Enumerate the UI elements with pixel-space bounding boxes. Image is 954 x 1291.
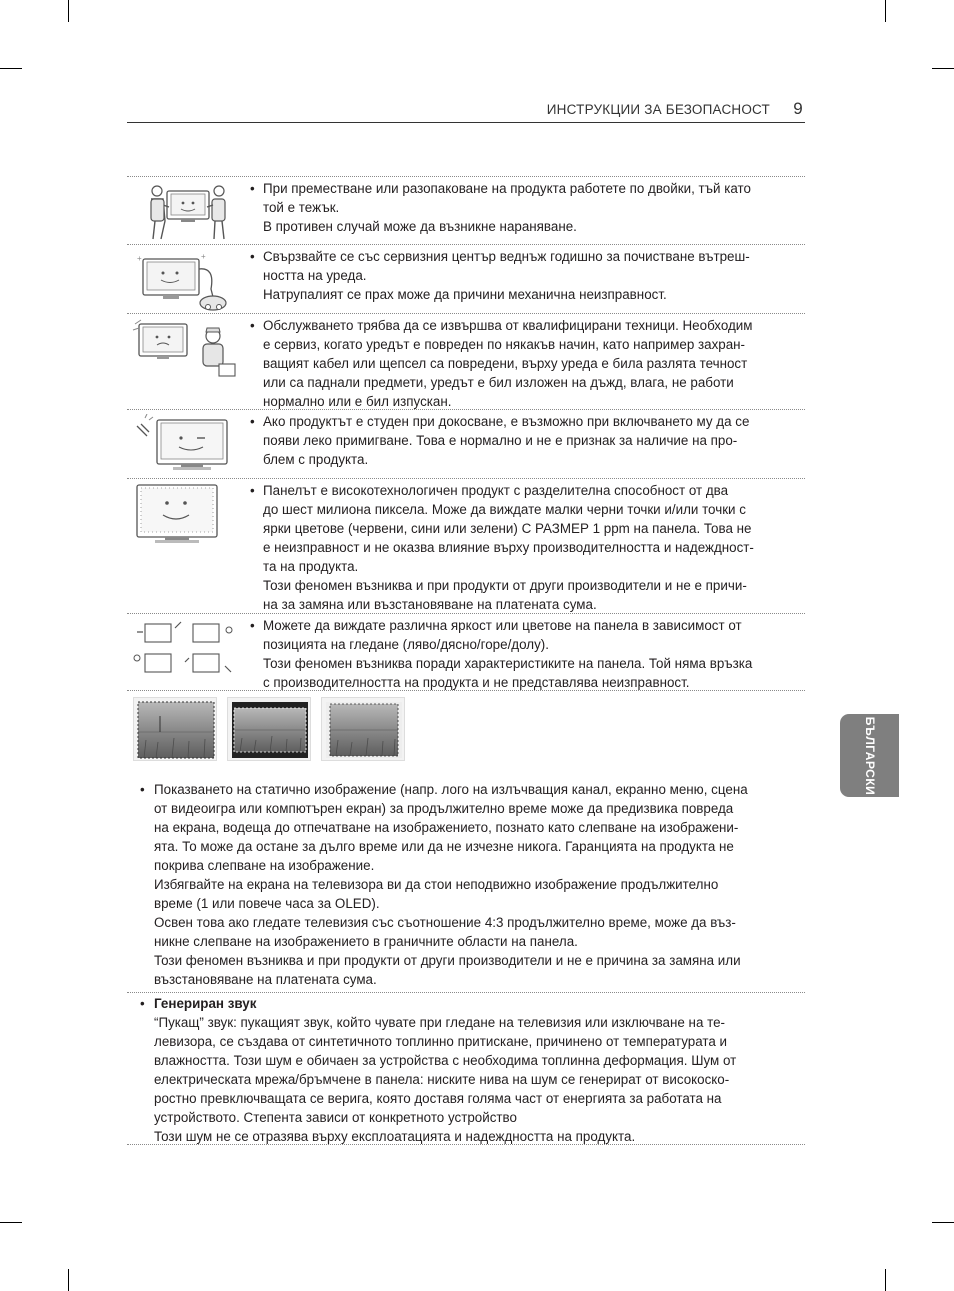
text-line: Свързвайте се със сервизния център веднъж годишно за почистване вътреш- <box>263 249 750 264</box>
text-line: устройството. Степента зависи от конкретното устройство <box>154 1110 517 1125</box>
text-line: позицията на гледане (ляво/дясно/горе/долу). <box>263 637 549 652</box>
safety-row <box>127 409 805 478</box>
safety-row <box>127 478 805 613</box>
text-line: Този феномен възниква и при продукти от други производители и не е причи- <box>263 578 747 593</box>
crop-mark <box>932 68 954 69</box>
image-retention-wide-icon <box>133 697 217 761</box>
bullet-glyph: • <box>250 249 255 264</box>
safety-row <box>127 244 805 313</box>
text-line: с производителността на продукта и не представлява неизправност. <box>263 675 690 690</box>
crop-mark <box>885 1269 886 1291</box>
row-text <box>249 177 805 238</box>
bottom-divider <box>127 1144 805 1145</box>
text-line: или са паднали предмети, уредът е бил изложен на дъжд, влага, не работи <box>263 375 734 390</box>
crop-mark <box>0 1222 22 1223</box>
svg-text:+: + <box>201 252 206 261</box>
text-line: Панелът е високотехнологичен продукт с разделителна способност от два <box>263 483 729 498</box>
generated-sound-note <box>127 992 805 1149</box>
bullet-glyph: • <box>250 318 255 333</box>
bullet-glyph: • <box>140 782 145 797</box>
text-line: на за замяна или възстановяване на платената сума. <box>263 597 597 612</box>
text-line: ярки цветове (червени, сини или зелени) С РАЗМЕР 1 ppm на панела. Това не <box>263 521 752 536</box>
text-line: Този феномен възниква и при продукти от други производители и не е причина за замяна или <box>154 953 741 968</box>
crop-mark <box>68 0 69 22</box>
row-text <box>249 479 805 616</box>
text-line: Натрупалият се прах може да причини механична неизправност. <box>263 287 667 302</box>
text-line: появи леко примигване. Това е нормално и не е признак за наличие на про- <box>263 433 738 448</box>
text-line: възстановяване на платената сума. <box>154 972 377 987</box>
text-line: нормално или е бил изпускан. <box>263 394 452 409</box>
text-line: ността на уреда. <box>263 268 367 283</box>
text-line: “Пукащ” звук: пукащият звук, който чувате при гледане на телевизия или изключване на те- <box>154 1015 726 1030</box>
two-people-carrying-tv-icon <box>131 181 241 245</box>
safety-row <box>127 176 805 244</box>
safety-row <box>127 313 805 409</box>
safety-row <box>127 613 805 691</box>
bullet-glyph: • <box>250 181 255 196</box>
svg-text:+: + <box>137 254 142 263</box>
text-line: от видеоигра или компютърен екран) за продължително време може да предизвика повреда <box>154 801 734 816</box>
text-line: та на продукта. <box>263 559 359 574</box>
safety-rows <box>127 176 805 691</box>
section-title: ИНСТРУКЦИИ ЗА БЕЗОПАСНОСТ <box>546 102 770 117</box>
text-line: ростно превключващата се верига, която доставя голяма част от енергията за работата на <box>154 1091 722 1106</box>
text-line: покрива слепване на изображение. <box>154 858 375 873</box>
crop-mark <box>932 1222 954 1223</box>
text-line: Можете да виждате различна яркост или цветове на панела в зависимост от <box>263 618 742 633</box>
crop-mark <box>68 1269 69 1291</box>
text-line: В противен случай може да възникне нараняване. <box>263 219 577 234</box>
row-text <box>249 410 805 471</box>
bullet-glyph: • <box>250 483 255 498</box>
row-text <box>249 614 805 694</box>
text-line: При преместване или разопаковане на продукта работете по двойки, тъй като <box>263 181 751 196</box>
smiling-tv-pixels-icon <box>131 483 241 547</box>
text-line: блем с продукта. <box>263 452 369 467</box>
text-line: електрическата мрежа/бръмчене в панела: ниските нива на шум се генерират от високоско- <box>154 1072 730 1087</box>
header-divider <box>127 122 805 123</box>
text-line: никне слепване на изображението в граничните области на панела. <box>154 934 578 949</box>
crop-mark <box>885 0 886 22</box>
note-heading: Генериран звук <box>154 996 257 1011</box>
text-line: ващият кабел или щепсел са повредени, върху уреда е била разлята течност <box>263 356 748 371</box>
image-retention-letterbox-icon <box>227 697 311 761</box>
text-line: е неизправност и не оказва влияние върху производителността и надеждност- <box>263 540 754 555</box>
text-line: той е тежък. <box>263 200 340 215</box>
bullet-glyph: • <box>250 618 255 633</box>
text-line: време (1 или повече часа за OLED). <box>154 896 380 911</box>
text-line: влажността. Този шум е обичаен за устройства с необходима топлинна деформация. Шум от <box>154 1053 737 1068</box>
viewing-angles-tv-icon <box>131 618 241 682</box>
text-line: Освен това ако гледате телевизия със съотношение 4:3 продължително време, може да въз- <box>154 915 736 930</box>
row-text <box>249 245 805 306</box>
text-line: Този шум не се отразява върху експлоатацията и надеждността на продукта. <box>154 1129 636 1144</box>
text-line: Ако продуктът е студен при докосване, е възможно при включването му да се <box>263 414 750 429</box>
text-line: ята. То може да остане за дълго време или да не изчезне никога. Гаранцията на продукта не <box>154 839 734 854</box>
tv-vacuum-cleaner-icon <box>131 249 241 313</box>
bullet-glyph: • <box>140 996 145 1011</box>
row-text <box>249 314 805 413</box>
text-line: Показването на статично изображение (напр. лого на излъчващия канал, екранно меню, сцена <box>154 782 748 797</box>
text-line: левизора, се създава от синтетичното топлинно притискане, причинено от температурата и <box>154 1034 727 1049</box>
crop-mark <box>0 68 22 69</box>
text-line: Избягвайте на екрана на телевизора ви да стои неподвижно изображение продължително <box>154 877 719 892</box>
winking-tv-icon <box>131 414 241 478</box>
image-retention-note <box>127 779 805 992</box>
bottom-notes <box>127 779 805 1149</box>
text-line: Обслужването трябва да се извършва от квалифицирани техници. Необходим <box>263 318 753 333</box>
text-line: Този феномен възниква поради характеристиките на панела. Той няма връзка <box>263 656 753 671</box>
page-number: 9 <box>793 99 803 118</box>
tv-technician-icon <box>131 318 241 382</box>
text-line: до шест милиона пиксела. Може да виждате малки черни точки и/или точки с <box>263 502 746 517</box>
image-retention-pillarbox-icon <box>321 697 405 761</box>
language-tab-label: БЪЛГАРСКИ <box>862 716 877 795</box>
text-line: е сервиз, когато уредът е повреден по някакъв начин, като например захран- <box>263 337 746 352</box>
text-line: на екрана, водеща до отпечатване на изображението, познато като слепване на изображени- <box>154 820 739 835</box>
language-tab <box>840 714 899 797</box>
bullet-glyph: • <box>250 414 255 429</box>
